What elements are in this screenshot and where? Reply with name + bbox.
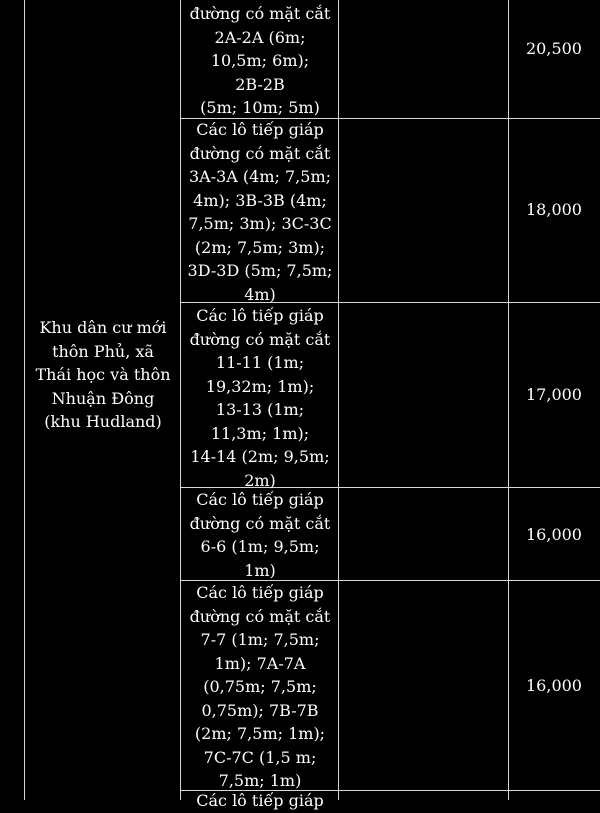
table-row-price: 17,000 xyxy=(526,385,582,404)
table-row-price: 16,000 xyxy=(526,676,582,695)
table-row-price: 18,000 xyxy=(526,200,582,219)
table-row-description: đường có mặt cắt 2A-2A (6m; 10,5m; 6m); 2B-2B (5m; 10m; 5m) xyxy=(189,4,331,117)
table-row-description: Các lô tiếp giáp đường có mặt cắt 7-7 (1m; 7,5m; 1m); 7A-7A (0,75m; 7,5m; 0,75m); 7B-7B (2m; 7,5m; 1m); 7C-7C (1,5 m; 7,5m; 1m) xyxy=(189,583,331,790)
table-row-description: Các lô tiếp giáp đường có mặt cắt 3A-3A (4m; 7,5m; 4m); 3B-3B (4m; 7,5m; 3m); 3C-3C (2m; 7,5m; 3m); 3D-3D (5m; 7,5m; 4m) xyxy=(187,120,333,304)
table-row-description: Các lô tiếp giáp xyxy=(196,791,324,810)
table-row-price: 16,000 xyxy=(526,525,582,544)
table-row-description: Các lô tiếp giáp đường có mặt cắt 6-6 (1m; 9,5m; 1m) xyxy=(189,490,331,580)
table-row-price: 20,500 xyxy=(526,39,582,58)
table-row-description: Các lô tiếp giáp đường có mặt cắt 11-11 (1m; 19,32m; 1m); 13-13 (1m; 11,3m; 1m); 14-14 (2m; 9,5m; 2m) xyxy=(189,306,331,490)
location-cell: Khu dân cư mới thôn Phủ, xã Thái học và thôn Nhuận Đông (khu Hudland) xyxy=(35,318,171,431)
